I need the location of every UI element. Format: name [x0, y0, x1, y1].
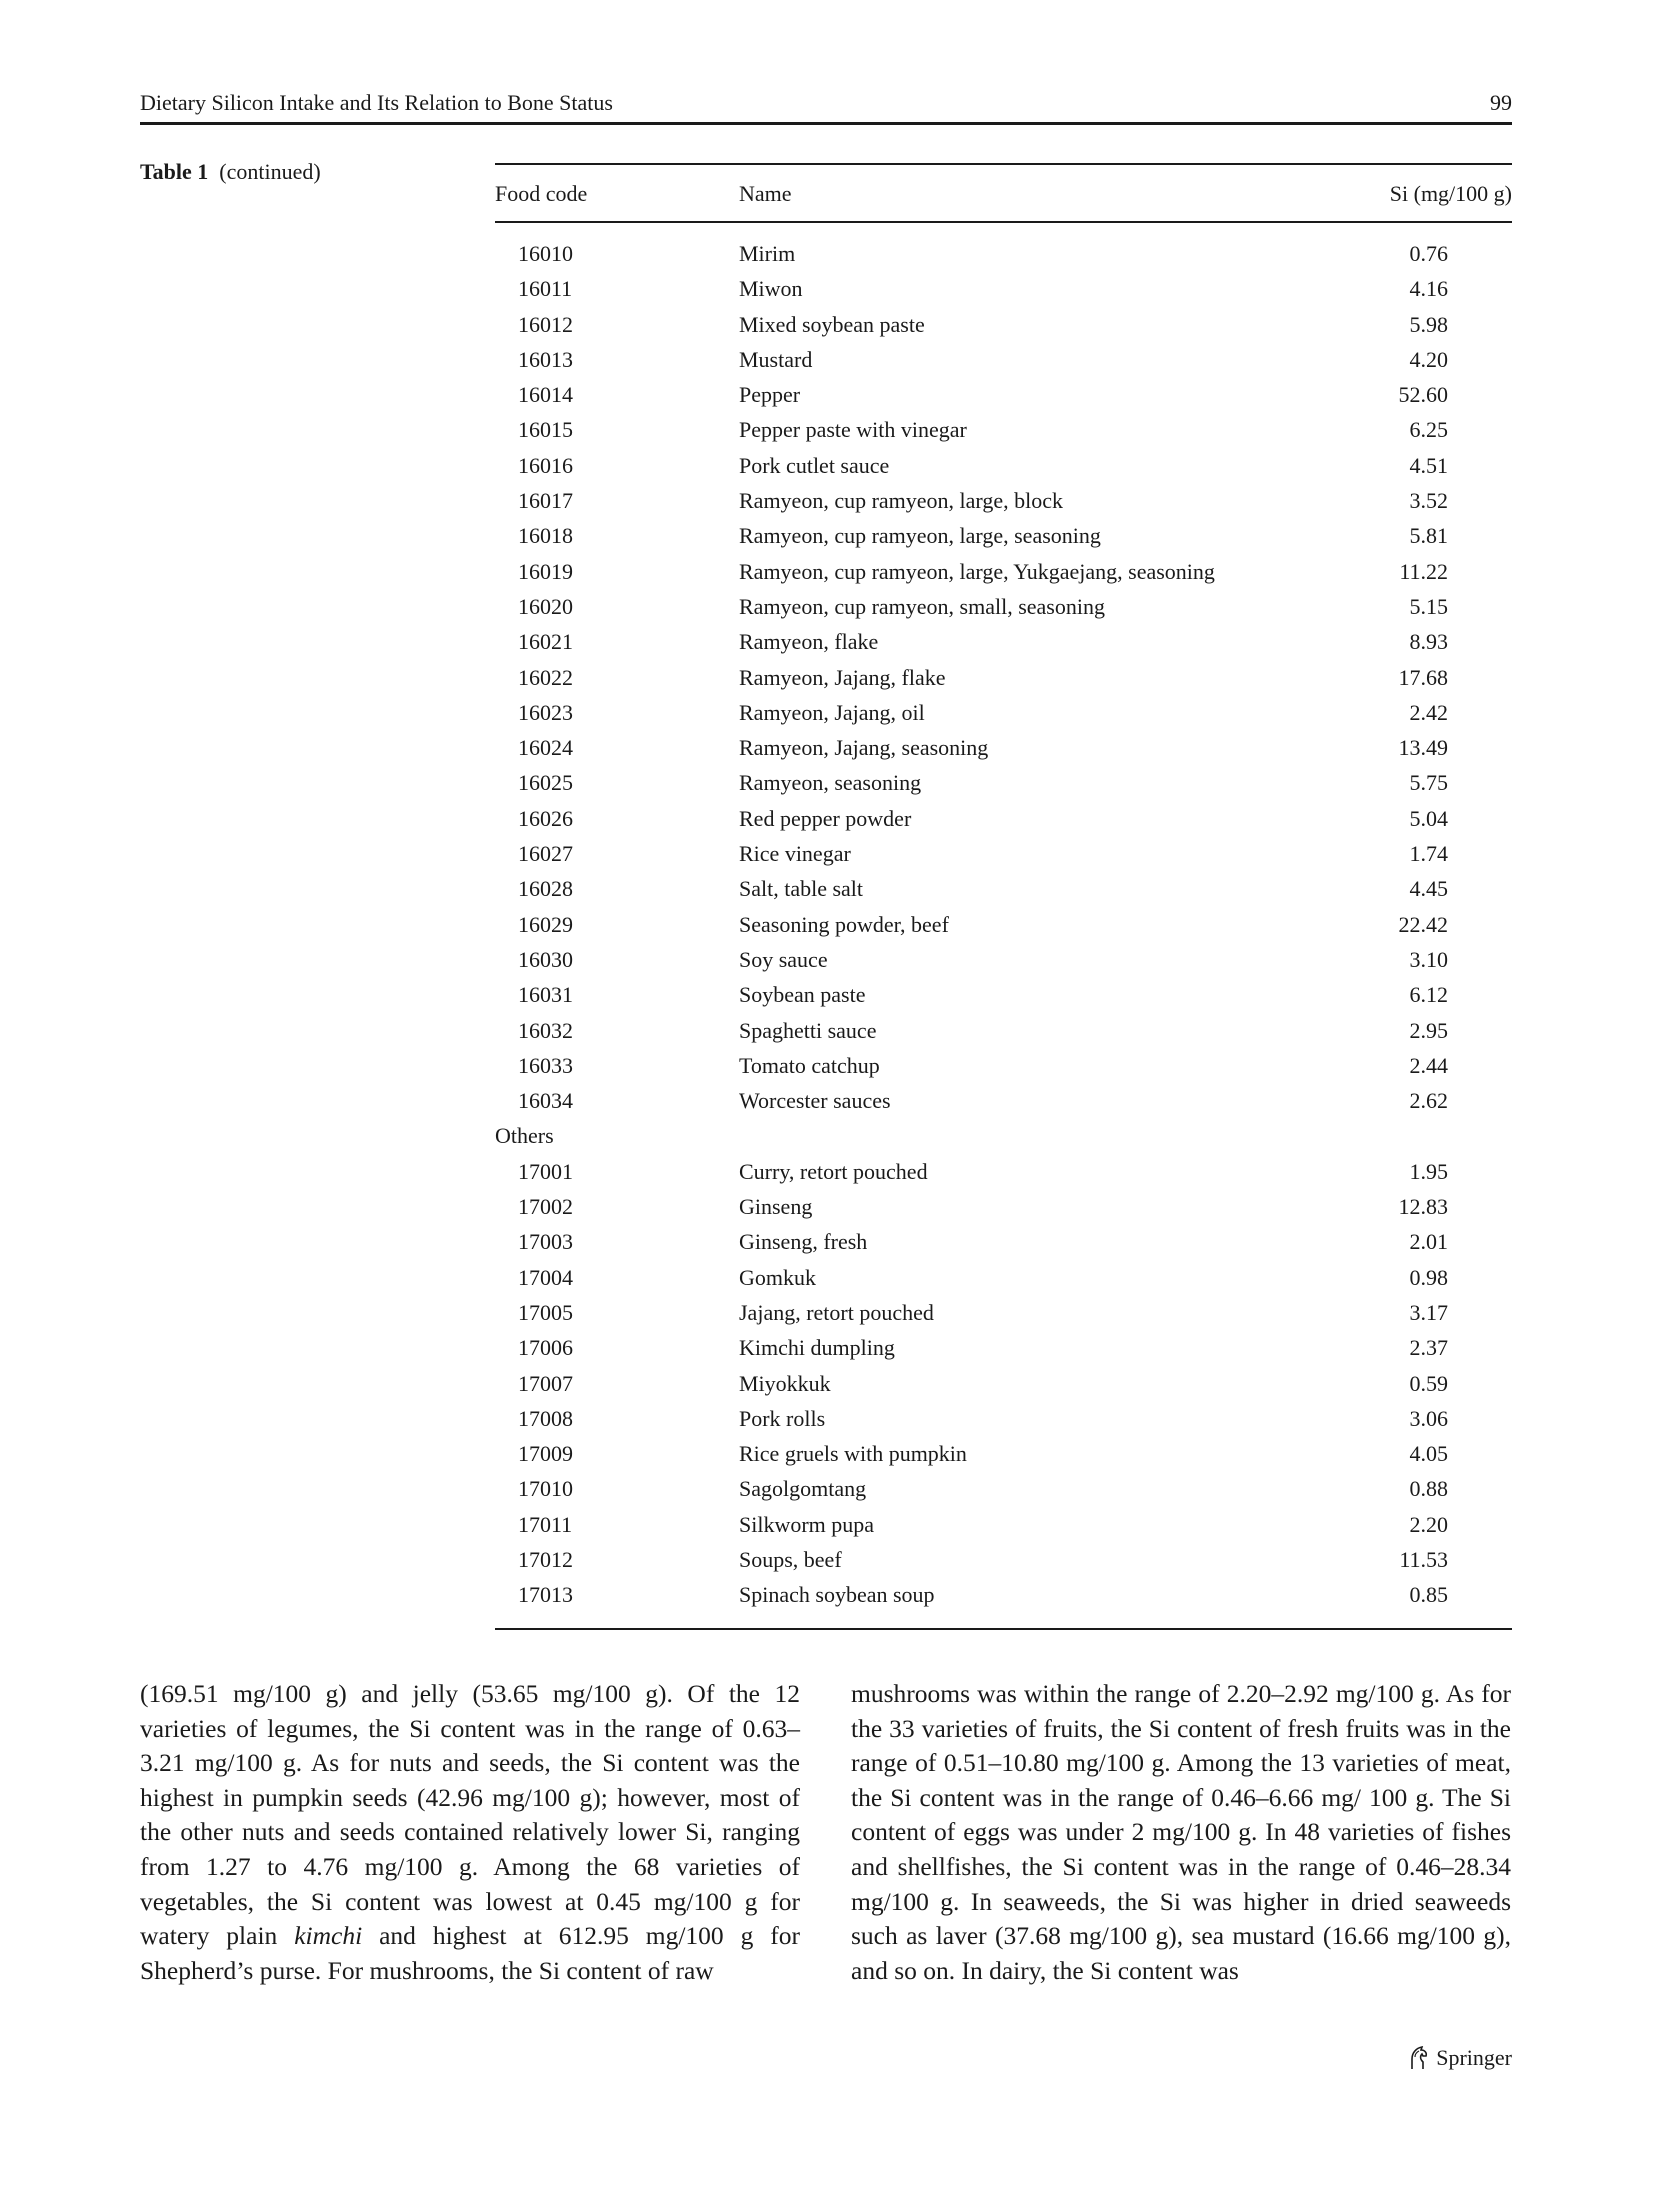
food-name-cell: Pork rolls: [739, 1405, 826, 1431]
si-value-cell: 2.44: [1409, 1052, 1448, 1078]
si-value-cell: 0.59: [1409, 1370, 1448, 1396]
column-header-si: Si (mg/100 g): [1389, 181, 1512, 206]
si-value-cell: 3.06: [1409, 1405, 1448, 1431]
si-value-cell: 0.98: [1409, 1264, 1448, 1290]
food-code-cell: 16021: [518, 629, 573, 655]
food-name-cell: Mixed soybean paste: [739, 311, 925, 337]
si-value-cell: 4.45: [1409, 876, 1448, 902]
food-code-cell: 16027: [518, 841, 573, 867]
food-name-cell: Pork cutlet sauce: [739, 452, 890, 478]
table-row: [495, 1471, 1512, 1506]
table-row: [495, 907, 1512, 942]
food-code-cell: 17008: [518, 1405, 573, 1431]
si-value-cell: 22.42: [1398, 911, 1448, 937]
si-value-cell: 2.20: [1409, 1511, 1448, 1537]
table-row: [495, 660, 1512, 695]
food-code-cell: 16033: [518, 1052, 573, 1078]
food-code-cell: 16011: [518, 276, 573, 302]
table-row: [495, 1366, 1512, 1401]
food-code-cell: 17010: [518, 1476, 573, 1502]
table-row: [495, 801, 1512, 836]
food-code-cell: 16029: [518, 911, 573, 937]
page-number: 99: [1490, 90, 1512, 115]
food-code-cell: 16024: [518, 735, 573, 761]
si-value-cell: 5.15: [1409, 593, 1448, 619]
food-name-cell: Mustard: [739, 346, 813, 372]
si-value-cell: 1.74: [1409, 841, 1448, 867]
food-code-cell: 16022: [518, 664, 573, 690]
food-code-cell: 16014: [518, 382, 573, 408]
food-name-cell: Miwon: [739, 276, 803, 302]
table-row: [495, 1048, 1512, 1083]
food-code-cell: 17003: [518, 1229, 573, 1255]
body-left-italic: kimchi: [294, 1921, 363, 1951]
si-value-cell: 0.76: [1409, 241, 1448, 266]
table-row: [495, 1436, 1512, 1471]
food-name-cell: Seasoning powder, beef: [739, 911, 949, 937]
food-name-cell: Curry, retort pouched: [739, 1158, 928, 1184]
table-row: [495, 977, 1512, 1012]
food-name-cell: Ramyeon, cup ramyeon, large, Yukgaejang, seasoning: [739, 558, 1215, 584]
food-code-cell: 17006: [518, 1335, 573, 1361]
body-left-text-2: and highest at 612.95 mg/100 g for Shepherd’s purse. For mushrooms, the Si content of raw: [140, 1921, 800, 1985]
si-value-cell: 0.85: [1409, 1582, 1448, 1608]
table-row: [495, 1295, 1512, 1330]
table-row: [495, 271, 1512, 306]
body-left-text-1: (169.51 mg/100 g) and jelly (53.65 mg/100 g). Of the 12 varieties of legumes, the Si content was in the range of 0.63–3.21 mg/100 g. As for nuts and seeds, the Si content was the highest in pumpkin seeds (42.96 mg/100 g); however, most of the other nuts and seeds contained relatively lower Si, ranging from 1.27 to 4.76 mg/100 g. Among the 68 varieties of vegetables, the Si content was lowest at 0.45 mg/100 g for watery plain: [140, 1679, 800, 1951]
food-code-cell: 17002: [518, 1194, 573, 1220]
si-value-cell: 4.16: [1409, 276, 1448, 302]
food-name-cell: Spinach soybean soup: [739, 1582, 935, 1608]
food-code-cell: 16012: [518, 311, 573, 337]
column-header-name: Name: [739, 181, 792, 206]
food-code-cell: 16017: [518, 488, 573, 514]
food-code-cell: 16016: [518, 452, 573, 478]
food-name-cell: Soybean paste: [739, 982, 866, 1008]
si-value-cell: 52.60: [1398, 382, 1448, 408]
table-row: [495, 307, 1512, 342]
food-code-cell: 16019: [518, 558, 573, 584]
food-code-cell: 16013: [518, 346, 573, 372]
food-name-cell: Red pepper powder: [739, 805, 912, 831]
si-value-cell: 3.17: [1409, 1299, 1448, 1325]
springer-horse-icon: [1406, 2045, 1430, 2071]
food-name-cell: Rice vinegar: [739, 841, 851, 867]
publisher-logo: [1406, 2043, 1512, 2073]
food-name-cell: Rice gruels with pumpkin: [739, 1441, 967, 1467]
food-code-cell: 17011: [518, 1511, 573, 1537]
food-name-cell: Ramyeon, Jajang, flake: [739, 664, 946, 690]
si-value-cell: 8.93: [1409, 629, 1448, 655]
table-row: [495, 1013, 1512, 1048]
table-row: [495, 554, 1512, 589]
publisher-name: Springer: [1436, 2045, 1512, 2070]
header-rule: [140, 122, 1512, 125]
si-value-cell: 11.22: [1399, 558, 1448, 584]
food-name-cell: Salt, table salt: [739, 876, 864, 902]
table-header: [495, 165, 1512, 221]
si-value-cell: 17.68: [1398, 664, 1448, 690]
food-code-cell: 17012: [518, 1546, 573, 1572]
table-row: [495, 1330, 1512, 1365]
table-row: [495, 1154, 1512, 1189]
table-row: [495, 836, 1512, 871]
table-row: [495, 518, 1512, 553]
table-note: (continued): [219, 159, 321, 184]
table-row: [495, 483, 1512, 518]
food-name-cell: Ginseng, fresh: [739, 1229, 868, 1255]
food-name-cell: Silkworm pupa: [739, 1511, 875, 1537]
food-name-cell: Ramyeon, seasoning: [739, 770, 922, 796]
food-code-cell: 16018: [518, 523, 573, 549]
food-name-cell: Ramyeon, Jajang, seasoning: [739, 735, 989, 761]
table-row: [495, 765, 1512, 800]
si-value-cell: 13.49: [1398, 735, 1448, 761]
food-code-cell: 17013: [518, 1582, 573, 1608]
si-value-cell: 4.51: [1409, 452, 1448, 478]
food-name-cell: Worcester sauces: [739, 1088, 891, 1114]
si-value-cell: 2.95: [1409, 1017, 1448, 1043]
si-value-cell: 3.10: [1409, 946, 1448, 972]
si-value-cell: 6.25: [1409, 417, 1448, 443]
running-head: [140, 88, 1512, 118]
table-number: Table 1: [140, 159, 209, 184]
si-value-cell: 12.83: [1398, 1194, 1448, 1220]
food-name-cell: Soy sauce: [739, 946, 828, 972]
food-code-cell: 16020: [518, 593, 573, 619]
food-name-cell: Ramyeon, cup ramyeon, large, seasoning: [739, 523, 1101, 549]
food-name-cell: Mirim: [739, 241, 796, 266]
food-code-cell: 17007: [518, 1370, 573, 1396]
body-column-left: [140, 1677, 800, 1988]
si-value-cell: 4.20: [1409, 346, 1448, 372]
si-value-cell: 2.37: [1409, 1335, 1448, 1361]
food-code-cell: 17004: [518, 1264, 573, 1290]
food-name-cell: Soups, beef: [739, 1546, 842, 1572]
food-code-cell: 16028: [518, 876, 573, 902]
food-name-cell: Ginseng: [739, 1194, 813, 1220]
si-value-cell: 6.12: [1409, 982, 1448, 1008]
food-name-cell: Ramyeon, flake: [739, 629, 879, 655]
food-name-cell: Kimchi dumpling: [739, 1335, 895, 1361]
food-name-cell: Pepper: [739, 382, 801, 408]
food-name-cell: Gomkuk: [739, 1264, 816, 1290]
food-code-cell: 16010: [518, 241, 573, 266]
table-row: [495, 730, 1512, 765]
table-row: [495, 589, 1512, 624]
table-group-row: [495, 1118, 1512, 1153]
body-column-right: mushrooms was within the range of 2.20–2.92 mg/100 g. As for the 33 varieties of fruits, the Si content of fresh fruits was in the range of 0.51–10.80 mg/100 g. Among the 13 varieties of meat, the Si content was in the range of 0.46–6.66 mg/ 100 g. The Si content of eggs was under 2 mg/100 g. In 48 varieties of fishes and shellfishes, the Si content was in the range of 0.46–28.34 mg/100 g. In seaweeds, the Si was higher in dried seaweeds such as laver (37.68 mg/100 g), sea mustard (16.66 mg/100 g), and so on. In dairy, the Si content was: [851, 1679, 1511, 1985]
table-row: [495, 377, 1512, 412]
table-bottom-rule: [495, 1628, 1512, 1630]
si-value-cell: 2.42: [1409, 699, 1448, 725]
table-row: [495, 1542, 1512, 1577]
table-row: [495, 236, 1512, 271]
food-name-cell: Ramyeon, cup ramyeon, small, seasoning: [739, 593, 1105, 619]
si-value-cell: 1.95: [1409, 1158, 1448, 1184]
group-label: Others: [495, 1123, 554, 1149]
food-code-cell: 17009: [518, 1441, 573, 1467]
food-name-cell: Ramyeon, cup ramyeon, large, block: [739, 488, 1063, 514]
food-name-cell: Jajang, retort pouched: [739, 1299, 934, 1325]
si-value-cell: 5.75: [1409, 770, 1448, 796]
si-value-cell: 4.05: [1409, 1441, 1448, 1467]
table-row: [495, 1577, 1512, 1612]
table-row: [495, 1401, 1512, 1436]
si-value-cell: 5.98: [1409, 311, 1448, 337]
table-row: [495, 1083, 1512, 1118]
food-name-cell: Sagolgomtang: [739, 1476, 867, 1502]
table-row: [495, 624, 1512, 659]
data-table: [495, 163, 1512, 1630]
si-value-cell: 5.81: [1409, 523, 1448, 549]
food-code-cell: 16032: [518, 1017, 573, 1043]
table-body: [495, 223, 1512, 1628]
running-title: Dietary Silicon Intake and Its Relation to Bone Status: [140, 90, 613, 115]
table-row: [495, 1189, 1512, 1224]
food-name-cell: Ramyeon, Jajang, oil: [739, 699, 925, 725]
table-row: [495, 1260, 1512, 1295]
table-row: [495, 412, 1512, 447]
food-code-cell: 16026: [518, 805, 573, 831]
food-name-cell: Miyokkuk: [739, 1370, 831, 1396]
table-row: [495, 448, 1512, 483]
food-code-cell: 16025: [518, 770, 573, 796]
food-code-cell: 16031: [518, 982, 573, 1008]
table-label: [140, 157, 321, 187]
table-row: [495, 871, 1512, 906]
si-value-cell: 2.62: [1409, 1088, 1448, 1114]
food-code-cell: 17005: [518, 1299, 573, 1325]
si-value-cell: 2.01: [1409, 1229, 1448, 1255]
si-value-cell: 5.04: [1409, 805, 1448, 831]
food-name-cell: Tomato catchup: [739, 1052, 880, 1078]
food-code-cell: 16030: [518, 946, 573, 972]
table-row: [495, 695, 1512, 730]
table-row: [495, 1507, 1512, 1542]
food-code-cell: 17001: [518, 1158, 573, 1184]
column-header-food-code: Food code: [495, 181, 588, 206]
food-name-cell: Pepper paste with vinegar: [739, 417, 967, 443]
food-code-cell: 16034: [518, 1088, 573, 1114]
food-code-cell: 16015: [518, 417, 573, 443]
food-code-cell: 16023: [518, 699, 573, 725]
table-row: [495, 942, 1512, 977]
table-row: [495, 342, 1512, 377]
table-row: [495, 1224, 1512, 1259]
si-value-cell: 11.53: [1399, 1546, 1448, 1572]
food-name-cell: Spaghetti sauce: [739, 1017, 877, 1043]
si-value-cell: 3.52: [1409, 488, 1448, 514]
si-value-cell: 0.88: [1409, 1476, 1448, 1502]
